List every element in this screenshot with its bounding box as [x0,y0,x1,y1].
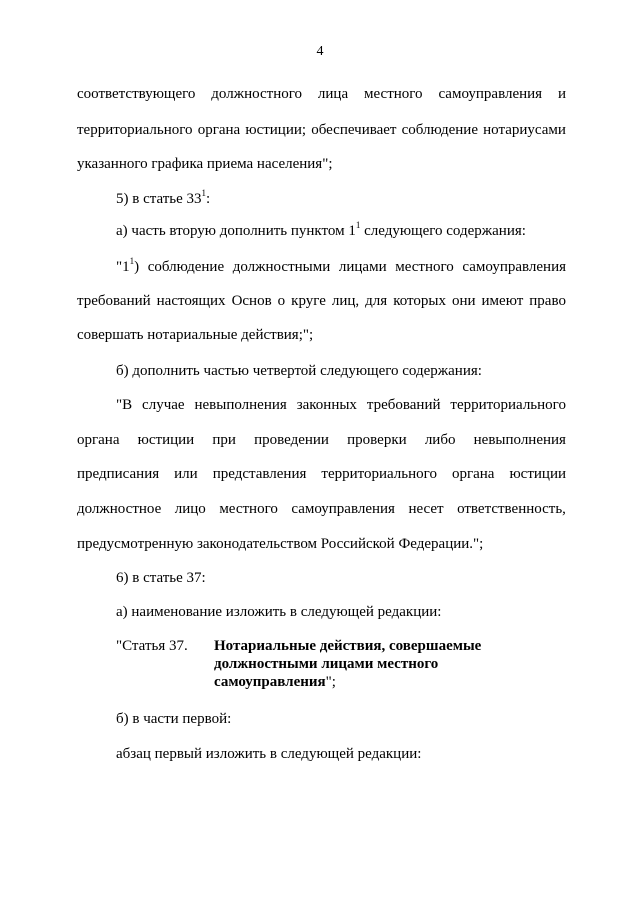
article-label: "Статья 37. [116,638,188,654]
quote2-line2-word: либо [424,432,456,448]
quote2-line2-word: юстиции [137,432,195,448]
para1-line1-word: лица [317,86,349,102]
quote1-item-number-post: ) [134,259,140,275]
item-5 [116,190,210,208]
quote1-item-number [116,258,139,276]
quote2-line1-word: случае [142,397,185,413]
quote2-line4-word: ответственность, [457,501,566,517]
quote2-line4-word: несет [408,501,444,517]
quote1-line3: совершать нотариальные действия;"; [77,327,314,343]
item-6b-subitem: абзац первый изложить в следующей редакции: [116,746,422,762]
item-5a-sup: 1 [355,220,361,230]
article-title-tail: "; [325,674,336,690]
quote1-line2-word: лиц, [331,293,360,309]
quote1-line2-word: они [451,293,476,309]
para1-line1 [77,85,566,103]
item-5-text: 5) в статье 33 [116,191,202,207]
quote2-line4-word: должностное [77,501,162,517]
quote1-line1-word: соблюдение [147,259,225,275]
quote2-line4-word: лицо [174,501,206,517]
quote1-line2-word: для [365,293,388,309]
quote1-line1-word: местного [395,259,454,275]
item-6b: б) в части первой: [116,711,232,727]
para1-line2-word: территориального [77,122,193,138]
quote2-line3-word: органа [451,466,495,482]
quote2-line2-word: проведении [254,432,329,448]
item-5a-text: а) часть вторую дополнить пунктом 1 [116,223,356,239]
item-6a: а) наименование изложить в следующей редакции: [116,604,442,620]
quote2-line2-word: проверки [347,432,407,448]
quote1-line2-word: настоящих [156,293,226,309]
quote2-line4-word: местного [219,501,278,517]
quote2-line3-word: или [174,466,198,482]
quote2-line3 [77,465,566,483]
quote1-line2-word: которых [393,293,446,309]
quote2-line3-word: юстиции [509,466,566,482]
quote1-item-number-sup: 1 [129,256,135,266]
para1-line2 [77,121,566,139]
quote2-line5: предусмотренную законодательством Российской Федерации."; [77,536,484,552]
page-number: 4 [316,44,324,59]
quote1-item-number-pre: "1 [116,259,130,275]
quote1-line2-word: требований [77,293,151,309]
quote2-line1 [116,396,566,414]
quote1-line1-word: должностными [232,259,331,275]
item-6: 6) в статье 37: [116,570,206,586]
quote1-line1 [116,258,566,276]
quote1-line2-word: имеют [481,293,524,309]
item-5a [116,222,526,240]
quote1-line2-word: о [277,293,286,309]
item-5-tail: : [206,191,211,207]
quote2-line2-word: органа [77,432,120,448]
quote2-line1-word: территориального [450,397,566,413]
quote2-line1-word: "В [116,397,133,413]
quote1-line1-word: лицами [338,259,387,275]
quote1-line2-word: круге [291,293,326,309]
para1-line1-word: самоуправления [438,86,543,102]
quote2-line3-word: территориального [321,466,437,482]
article-title [214,637,544,691]
quote2-line1-word: законных [296,397,357,413]
para1-line2-word: органа [197,122,241,138]
quote2-line3-word: представления [212,466,307,482]
quote2-line1-word: невыполнения [194,397,287,413]
para1-line1-word: местного [364,86,423,102]
item-5a-tail: следующего содержания: [360,223,526,239]
item-5b: б) дополнить частью четвертой следующего содержания: [116,363,482,379]
quote2-line3-word: предписания [77,466,160,482]
quote2-line2-word: невыполнения [473,432,566,448]
quote2-line4-word: самоуправления [291,501,395,517]
para1-line2-word: обеспечивает [311,122,397,138]
quote1-line2 [77,292,566,310]
quote1-line2-word: Основ [231,293,272,309]
para1-line1-word: соответствующего [77,86,196,102]
para1-line2-word: юстиции; [245,122,307,138]
para1-line2-word: нотариусами [483,122,566,138]
quote2-line1-word: требований [366,397,441,413]
quote1-line1-word: самоуправления [462,259,566,275]
para1-line1-word: и [557,86,566,102]
quote1-line2-word: право [529,293,566,309]
article-title-text: Нотариальные действия, совершаемые должностными лицами местного самоуправления [214,638,482,690]
quote2-line2-word: при [212,432,236,448]
para1-line1-word: должностного [211,86,302,102]
para1-line2-word: соблюдение [401,122,478,138]
quote2-line2 [77,431,566,449]
item-5-sup: 1 [201,188,207,198]
para1-line3: указанного графика приема населения"; [77,156,333,172]
quote2-line4 [77,500,566,518]
